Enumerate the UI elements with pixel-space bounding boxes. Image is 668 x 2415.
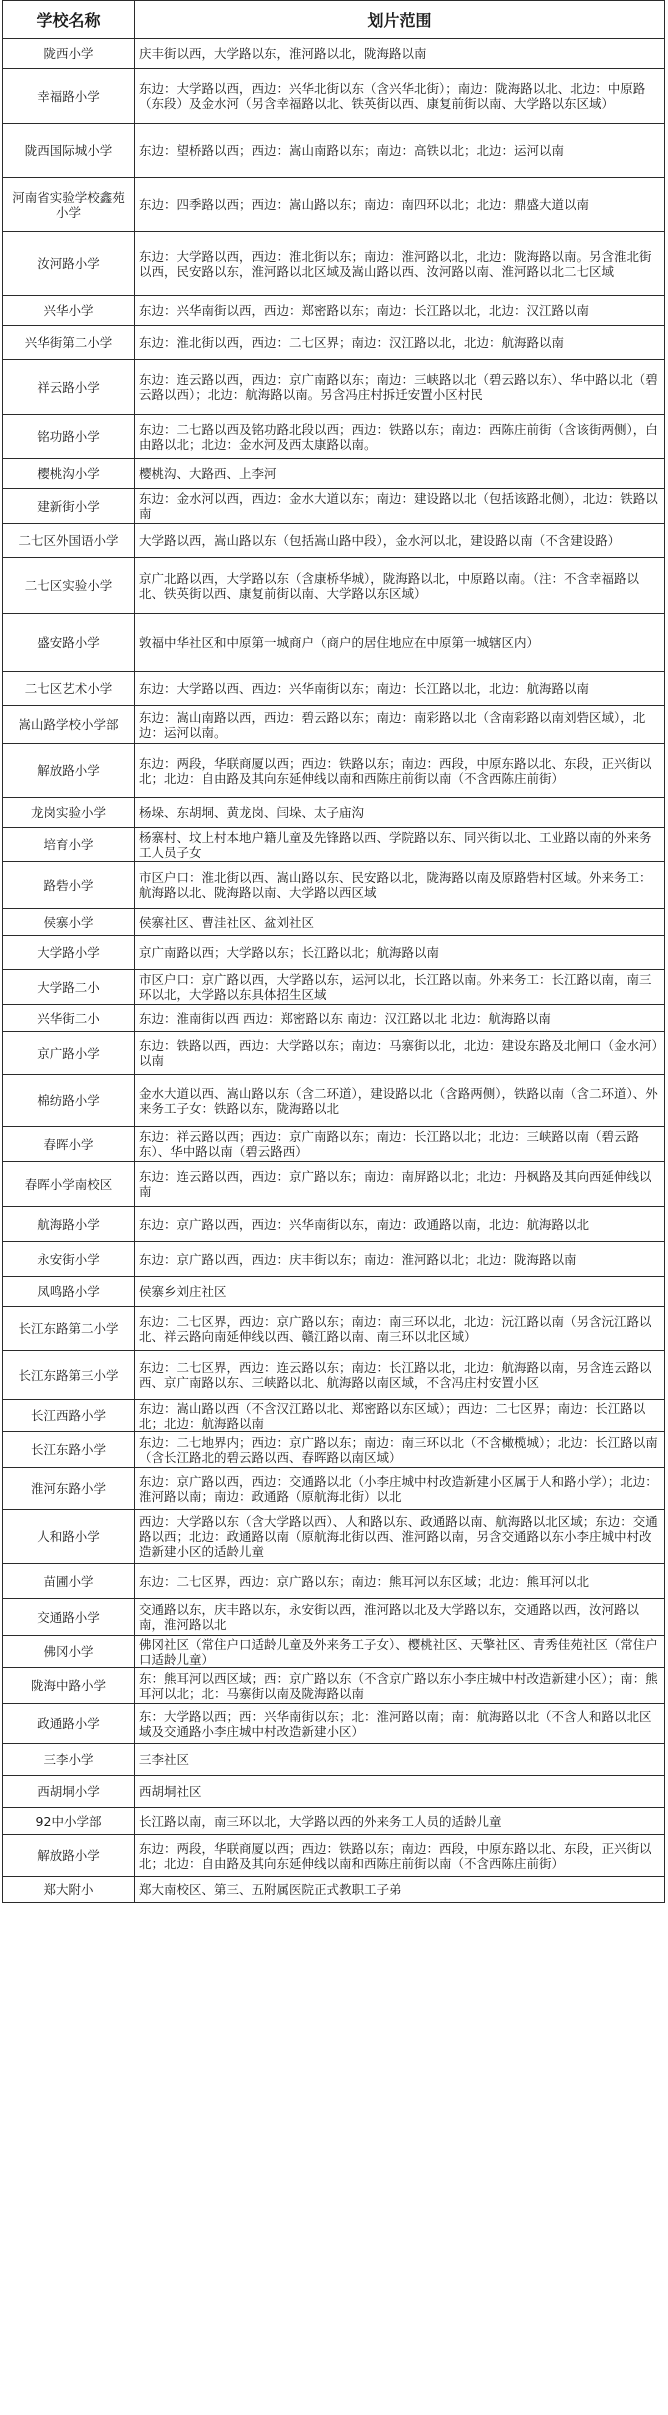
district-range-cell: 侯寨乡刘庄社区 (135, 1277, 665, 1307)
school-name-cell: 兴华街第二小学 (3, 326, 135, 360)
district-range-cell: 交通路以东，庆丰路以东，永安街以西，淮河路以北及大学路以东，交通路以西，汝河路以南，淮河路以北 (135, 1599, 665, 1636)
district-range-cell: 东边：嵩山路以西（不含汉江路以北、郑密路以东区域）；西边：二七区界；南边：长江路以北；北边：航海路以南 (135, 1400, 665, 1432)
table-row (3, 1704, 665, 1744)
school-name-cell: 航海路小学 (3, 1207, 135, 1242)
district-range-cell: 杨寨村、坟上村本地户籍儿童及先锋路以西、学院路以东、同兴街以北、工业路以南的外来务工人员子女 (135, 828, 665, 862)
table-row (3, 524, 665, 558)
school-name-cell: 幸福路小学 (3, 69, 135, 124)
district-range-cell: 东边：京广路以西，西边：交通路以北（小李庄城中村改造新建小区属于人和路小学）；北边：淮河路以南；南边：政通路（原航海北街）以北 (135, 1468, 665, 1510)
district-range-cell: 东边：二七区界，西边：连云路以东；南边：长江路以北，北边：航海路以南，另含连云路以西、京广南路以东、三峡路以北、航海路以南区域，不含冯庄村安置小区 (135, 1351, 665, 1400)
table-row (3, 1127, 665, 1162)
district-range-cell: 东边：两段，华联商厦以西；西边：铁路以东；南边：西段，中原东路以北、东段，正兴街以北；北边：自由路及其向东延伸线以南和西陈庄前街以南（不含西陈庄前街） (135, 1835, 665, 1877)
table-row (3, 1277, 665, 1307)
school-name-cell: 解放路小学 (3, 744, 135, 798)
table-row (3, 69, 665, 124)
school-name-cell: 凤鸣路小学 (3, 1277, 135, 1307)
district-range-cell: 东边：京广路以西，西边：庆丰街以东；南边：淮河路以北；北边：陇海路以南 (135, 1242, 665, 1277)
school-name-cell: 陇西国际城小学 (3, 124, 135, 178)
table-row (3, 1307, 665, 1351)
school-name-cell: 长江西路小学 (3, 1400, 135, 1432)
school-name-cell: 春晖小学 (3, 1127, 135, 1162)
school-name-cell: 铭功路小学 (3, 415, 135, 459)
district-range-cell: 东边：淮南街以西 西边：郑密路以东 南边：汉江路以北 北边：航海路以南 (135, 1005, 665, 1032)
school-name-cell: 龙岗实验小学 (3, 798, 135, 828)
district-range-cell: 东边：连云路以西，西边：京广南路以东；南边：三峡路以北（碧云路以东）、华中路以北（碧云路以西）；北边：航海路以南。另含冯庄村拆迁安置小区村民 (135, 360, 665, 415)
school-name-cell: 陇西小学 (3, 39, 135, 69)
table-row (3, 232, 665, 296)
school-name-cell: 92中小学部 (3, 1808, 135, 1835)
table-row (3, 1776, 665, 1808)
district-range-cell: 京广南路以西；大学路以东；长江路以北；航海路以南 (135, 936, 665, 970)
table-row (3, 1808, 665, 1835)
school-name-cell: 盛安路小学 (3, 614, 135, 672)
table-row (3, 360, 665, 415)
table-row (3, 970, 665, 1005)
table-row (3, 672, 665, 706)
district-range-cell: 东边：嵩山南路以西，西边：碧云路以东；南边：南彩路以北（含南彩路以南刘砦区域），北边：运河以南。 (135, 706, 665, 744)
school-name-cell: 苗圃小学 (3, 1564, 135, 1599)
school-name-cell: 佛冈小学 (3, 1636, 135, 1668)
table-row (3, 1636, 665, 1668)
district-range-cell: 佛冈社区（常住户口适龄儿童及外来务工子女）、樱桃社区、天擎社区、青秀佳苑社区（常住户口适龄儿童） (135, 1636, 665, 1668)
table-row (3, 614, 665, 672)
table-row (3, 415, 665, 459)
district-range-cell: 西胡垌社区 (135, 1776, 665, 1808)
school-name-cell: 培育小学 (3, 828, 135, 862)
district-range-cell: 东边：四季路以西；西边：嵩山路以东；南边：南四环以北；北边：鼎盛大道以南 (135, 178, 665, 232)
school-name-cell: 长江东路第二小学 (3, 1307, 135, 1351)
school-name-cell: 棉纺路小学 (3, 1075, 135, 1127)
district-range-cell: 东边：望桥路以西；西边：嵩山南路以东；南边：高铁以北；北边：运河以南 (135, 124, 665, 178)
table-row (3, 296, 665, 326)
school-name-cell: 二七区外国语小学 (3, 524, 135, 558)
table-row (3, 1032, 665, 1075)
school-name-cell: 建新街小学 (3, 489, 135, 524)
table-row (3, 1599, 665, 1636)
district-range-cell: 东边：连云路以西，西边：京广路以东；南边：南屏路以北；北边：丹枫路及其向西延伸线以南 (135, 1162, 665, 1207)
district-range-cell: 东边：金水河以西，西边：金水大道以东；南边：建设路以北（包括该路北侧），北边：铁路以南 (135, 489, 665, 524)
school-name-cell: 淮河东路小学 (3, 1468, 135, 1510)
district-range-cell: 东边：二七路以西及铭功路北段以西；西边：铁路以东；南边：西陈庄前街（含该街两侧），白由路以北；北边：金水河及西太康路以南。 (135, 415, 665, 459)
table-row (3, 1744, 665, 1776)
school-name-cell: 河南省实验学校鑫苑小学 (3, 178, 135, 232)
district-range-cell: 杨垛、东胡垌、黄龙岗、闫垛、太子庙沟 (135, 798, 665, 828)
school-name-cell: 政通路小学 (3, 1704, 135, 1744)
table-row (3, 1468, 665, 1510)
school-name-cell: 侯寨小学 (3, 909, 135, 936)
school-name-cell: 汝河路小学 (3, 232, 135, 296)
table-row (3, 1351, 665, 1400)
school-name-cell: 二七区实验小学 (3, 558, 135, 614)
table-row (3, 1075, 665, 1127)
district-range-cell: 郑大南校区、第三、五附属医院正式教职工子弟 (135, 1877, 665, 1903)
district-range-cell: 东边：二七区界，西边：京广路以东；南边：南三环以北，北边：沅江路以南（另含沅江路以北、祥云路向南延伸线以西、赣江路以南、南三环以北区域） (135, 1307, 665, 1351)
district-range-cell: 东边：京广路以西，西边：兴华南街以东，南边：政通路以南，北边：航海路以北 (135, 1207, 665, 1242)
table-row (3, 489, 665, 524)
table-row (3, 1005, 665, 1032)
school-name-cell: 人和路小学 (3, 1510, 135, 1564)
district-range-cell: 京广北路以西，大学路以东（含康桥华城），陇海路以北，中原路以南。（注：不含幸福路以北、铁英街以西、康复前街以南、大学路以东区域） (135, 558, 665, 614)
district-range-cell: 东边：大学路以西，西边：淮北街以东；南边：淮河路以北，北边：陇海路以南。另含淮北街以西，民安路以东，淮河路以北区域及嵩山路以西、汝河路以南、淮河路以北二七区域 (135, 232, 665, 296)
district-range-cell: 侯寨社区、曹洼社区、盆刘社区 (135, 909, 665, 936)
school-name-cell: 嵩山路学校小学部 (3, 706, 135, 744)
district-range-cell: 西边：大学路以东（含大学路以西）、人和路以东、政通路以南、航海路以北区域；东边：交通路以西；北边：政通路以南（原航海北街以西、淮河路以南，另含交通路以东小李庄城中村改造新建小区的适龄儿童 (135, 1510, 665, 1564)
district-range-cell: 庆丰街以西，大学路以东，淮河路以北，陇海路以南 (135, 39, 665, 69)
table-row (3, 1207, 665, 1242)
table-row (3, 828, 665, 862)
district-range-cell: 东边：二七区界，西边：京广路以东；南边：熊耳河以东区域；北边：熊耳河以北 (135, 1564, 665, 1599)
school-name-cell: 大学路小学 (3, 936, 135, 970)
table-row (3, 178, 665, 232)
district-range-cell: 东边：铁路以西，西边：大学路以东；南边：马寨街以北，北边：建设东路及北闸口（金水河）以南 (135, 1032, 665, 1075)
school-district-table (2, 0, 665, 1903)
school-name-cell: 兴华街二小 (3, 1005, 135, 1032)
table-row (3, 1668, 665, 1704)
district-range-cell: 东：熊耳河以西区域；西：京广路以东（不含京广路以东小李庄城中村改造新建小区）；南：熊耳河以北；北：马寨街以南及陇海路以南 (135, 1668, 665, 1704)
table-row (3, 744, 665, 798)
district-range-cell: 大学路以西，嵩山路以东（包括嵩山路中段），金水河以北，建设路以南（不含建设路） (135, 524, 665, 558)
district-range-cell: 东边：二七地界内；西边：京广路以东；南边：南三环以北（不含橄榄城）；北边：长江路以南（含长江路北的碧云路以西、春晖路以南区域） (135, 1432, 665, 1468)
school-name-cell: 京广路小学 (3, 1032, 135, 1075)
table-row (3, 39, 665, 69)
table-header-row (3, 1, 665, 39)
header-district-range: 划片范围 (135, 1, 665, 39)
school-name-cell: 长江东路小学 (3, 1432, 135, 1468)
school-name-cell: 解放路小学 (3, 1835, 135, 1877)
table-row (3, 1835, 665, 1877)
school-name-cell: 春晖小学南校区 (3, 1162, 135, 1207)
district-range-cell: 金水大道以西、嵩山路以东（含二环道），建设路以北（含路两侧），铁路以南（含二环道）、外来务工子女：铁路以东，陇海路以北 (135, 1075, 665, 1127)
table-row (3, 798, 665, 828)
district-range-cell: 东边：淮北街以西，西边：二七区界；南边：汉江路以北，北边：航海路以南 (135, 326, 665, 360)
district-range-cell: 三李社区 (135, 1744, 665, 1776)
district-range-cell: 东边：两段，华联商厦以西；西边：铁路以东；南边：西段，中原东路以北、东段，正兴街以北；北边：自由路及其向东延伸线以南和西陈庄前街以南（不含西陈庄前街） (135, 744, 665, 798)
table-row (3, 1564, 665, 1599)
district-range-cell: 东：大学路以西；西：兴华南街以东；北：淮河路以南；南：航海路以北（不含人和路以北区域及交通路小李庄城中村改造新建小区） (135, 1704, 665, 1744)
table-row (3, 459, 665, 489)
school-name-cell: 长江东路第三小学 (3, 1351, 135, 1400)
table-row (3, 1162, 665, 1207)
table-row (3, 909, 665, 936)
district-range-cell: 樱桃沟、大路西、上李河 (135, 459, 665, 489)
table-row (3, 326, 665, 360)
school-name-cell: 永安街小学 (3, 1242, 135, 1277)
table-row (3, 1877, 665, 1903)
school-name-cell: 路砦小学 (3, 862, 135, 909)
table-row (3, 124, 665, 178)
district-range-cell: 敦福中华社区和中原第一城商户（商户的居住地应在中原第一城辖区内） (135, 614, 665, 672)
table-row (3, 862, 665, 909)
district-range-cell: 东边：大学路以西，西边：兴华北街以东（含兴华北街）；南边：陇海路以北、北边：中原路（东段）及金水河（另含幸福路以北、铁英街以西、康复前街以南、大学路以东区域） (135, 69, 665, 124)
district-range-cell: 东边：祥云路以西；西边：京广南路以东；南边：长江路以北；北边：三峡路以南（碧云路东）、华中路以南（碧云路西） (135, 1127, 665, 1162)
school-name-cell: 二七区艺术小学 (3, 672, 135, 706)
school-name-cell: 西胡垌小学 (3, 1776, 135, 1808)
table-row (3, 1242, 665, 1277)
table-row (3, 1400, 665, 1432)
school-name-cell: 大学路二小 (3, 970, 135, 1005)
district-range-cell: 东边：兴华南街以西，西边：郑密路以东；南边：长江路以北，北边：汉江路以南 (135, 296, 665, 326)
school-name-cell: 祥云路小学 (3, 360, 135, 415)
table-row (3, 1432, 665, 1468)
school-name-cell: 兴华小学 (3, 296, 135, 326)
school-name-cell: 郑大附小 (3, 1877, 135, 1903)
district-range-cell: 市区户口：淮北街以西、嵩山路以东、民安路以北，陇海路以南及原路砦村区域。外来务工：航海路以北、陇海路以南、大学路以西区域 (135, 862, 665, 909)
school-name-cell: 交通路小学 (3, 1599, 135, 1636)
table-row (3, 936, 665, 970)
district-range-cell: 东边：大学路以西、西边：兴华南街以东；南边：长江路以北，北边：航海路以南 (135, 672, 665, 706)
school-name-cell: 陇海中路小学 (3, 1668, 135, 1704)
school-name-cell: 樱桃沟小学 (3, 459, 135, 489)
school-name-cell: 三李小学 (3, 1744, 135, 1776)
table-row (3, 706, 665, 744)
district-range-cell: 长江路以南，南三环以北，大学路以西的外来务工人员的适龄儿童 (135, 1808, 665, 1835)
header-school-name: 学校名称 (3, 1, 135, 39)
table-row (3, 558, 665, 614)
table-row (3, 1510, 665, 1564)
district-range-cell: 市区户口：京广路以西，大学路以东，运河以北，长江路以南。外来务工：长江路以南，南三环以北，大学路以东具体招生区域 (135, 970, 665, 1005)
